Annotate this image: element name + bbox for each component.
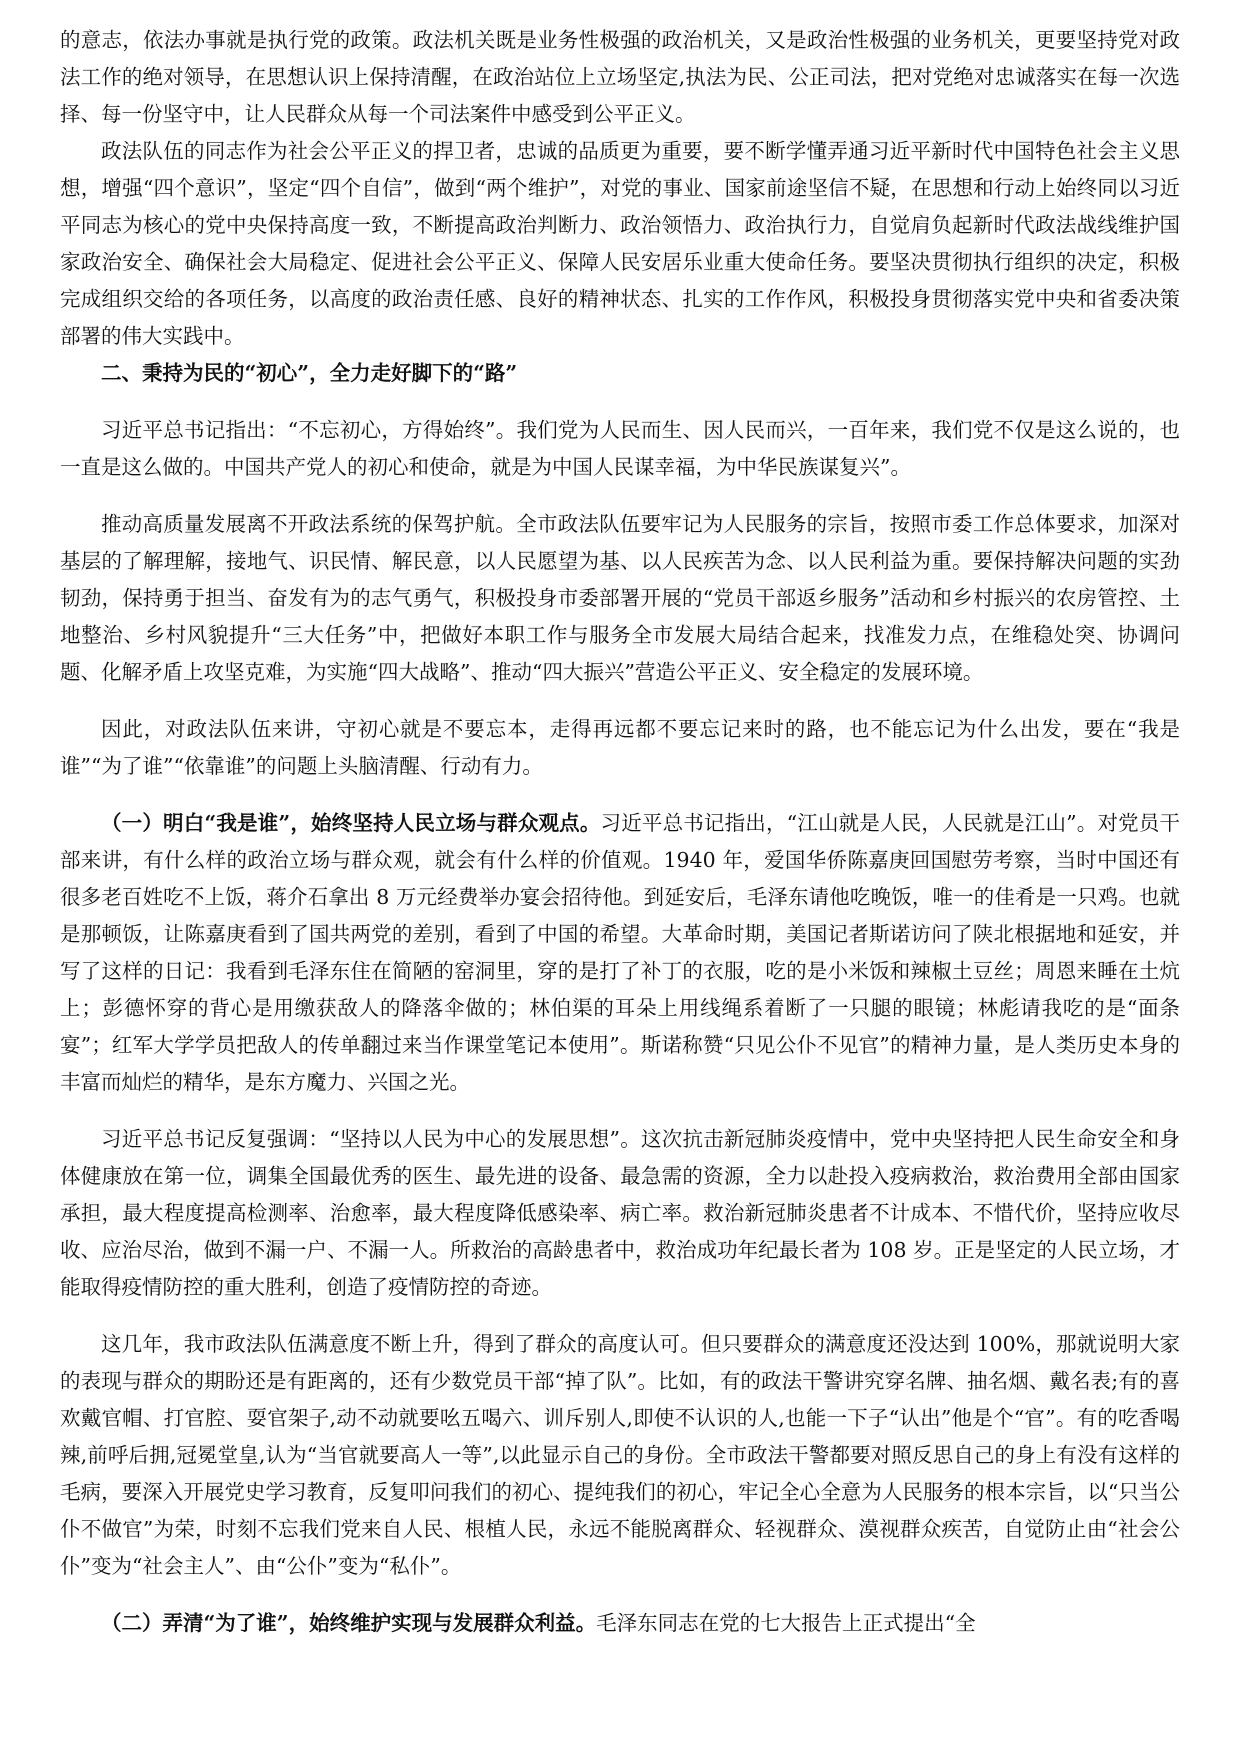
subsection-lead: （一）明白“我是谁”，始终坚持人民立场与群众观点。 bbox=[101, 811, 601, 835]
document-page bbox=[60, 22, 1180, 1642]
paragraph: 政法队伍的同志作为社会公平正义的捍卫者，忠诚的品质更为重要，要不断学懂弄通习近平新时代中国特色社会主义思想，增强“四个意识”，坚定“四个自信”，做到“两个维护”，对党的事业、国家前途坚信不疑，在思想和行动上始终同以习近平同志为核心的党中央保持高度一致，不断提高政治判断力、政治领悟力、政治执行力，自觉肩负起新时代政法战线维护国家政治安全、确保社会大局稳定、促进社会公平正义、保障人民安居乐业重大使命任务。要坚决贯彻执行组织的决定，积极完成组织交给的各项任务，以高度的政治责任感、良好的精神状态、扎实的工作作风，积极投身贯彻落实党中央和省委决策部署的伟大实践中。 bbox=[60, 139, 1180, 348]
paragraph-body: 习近平总书记指出，“江山就是人民，人民就是江山”。对党员干部来讲，有什么样的政治立场与群众观，就会有什么样的价值观。1940 年，爱国华侨陈嘉庚回国慰劳考察，当时中国还有很多老百姓吃不上饭，蒋介石拿出 8 万元经费举办宴会招待他。到延安后，毛泽东请他吃晚饭，唯一的佳肴是一只鸡。也就是那顿饭，让陈嘉庚看到了国共两党的差别，看到了中国的希望。大革命时期，美国记者斯诺访问了陕北根据地和延安，并写了这样的日记：我看到毛泽东住在简陋的窑洞里，穿的是打了补丁的衣服，吃的是小米饭和辣椒土豆丝；周恩来睡在土炕上；彭德怀穿的背心是用缴获敌人的降落伞做的；林伯渠的耳朵上用线绳系着断了一只腿的眼镜；林彪请我吃的是“面条宴”；红军大学学员把敌人的传单翻过来当作课堂笔记本使用”。斯诺称赞“只见公仆不见官”的精神力量，是人类历史本身的丰富而灿烂的精华，是东方魔力、兴国之光。 bbox=[60, 811, 1180, 1094]
paragraph: 因此，对政法队伍来讲，守初心就是不要忘本，走得再远都不要忘记来时的路，也不能忘记为什么出发，要在“我是谁”“为了谁”“依靠谁”的问题上头脑清醒、行动有力。 bbox=[60, 717, 1180, 778]
paragraph: 习近平总书记反复强调：“坚持以人民为中心的发展思想”。这次抗击新冠肺炎疫情中，党中央坚持把人民生命安全和身体健康放在第一位，调集全国最优秀的医生、最先进的设备、最急需的资源，全力以赴投入疫病救治，救治费用全部由国家承担，最大程度提高检测率、治愈率，最大程度降低感染率、病亡率。救治新冠肺炎患者不计成本、不惜代价，坚持应收尽收、应治尽治，做到不漏一户、不漏一人。所救治的高龄患者中，救治成功年纪最长者为 108 岁。正是坚定的人民立场，才能取得疫情防控的重大胜利，创造了疫情防控的奇迹。 bbox=[60, 1127, 1180, 1299]
paragraph bbox=[60, 805, 1180, 1101]
paragraph bbox=[60, 1605, 1180, 1642]
section-heading: 二、秉持为民的“初心”，全力走好脚下的“路” bbox=[101, 361, 518, 385]
paragraph: 推动高质量发展离不开政法系统的保驾护航。全市政法队伍要牢记为人民服务的宗旨，按照市委工作总体要求，加深对基层的了解理解，接地气、识民情、解民意，以人民愿望为基、以人民疾苦为念、以人民利益为重。要保持解决问题的实劲韧劲，保持勇于担当、奋发有为的志气勇气，积极投身市委部署开展的“党员干部返乡服务”活动和乡村振兴的农房管控、土地整治、乡村风貌提升“三大任务”中，把做好本职工作与服务全市发展大局结合起来，找准发力点，在维稳处突、协调问题、化解矛盾上攻坚克难，为实施“四大战略”、推动“四大振兴”营造公平正义、安全稳定的发展环境。 bbox=[60, 512, 1180, 684]
paragraph-body: 毛泽东同志在党的七大报告上正式提出“全 bbox=[596, 1611, 976, 1635]
subsection-lead: （二）弄清“为了谁”，始终维护实现与发展群众利益。 bbox=[101, 1611, 597, 1635]
paragraph: 这几年，我市政法队伍满意度不断上升，得到了群众的高度认可。但只要群众的满意度还没达到 100%，那就说明大家的表现与群众的期盼还是有距离的，还有少数党员干部“掉了队”。比如，有的政法干警讲究穿名牌、抽名烟、戴名表;有的喜欢戴官帽、打官腔、耍官架子,动不动就要吆五喝六、训斥别人,即使不认识的人,也能一下子“认出”他是个“官”。有的吃香喝辣,前呼后拥,冠冕堂皇,认为“当官就要高人一等”,以此显示自己的身份。全市政法干警都要对照反思自己的身上有没有这样的毛病，要深入开展党史学习教育，反复叩问我们的初心、提纯我们的初心，牢记全心全意为人民服务的根本宗旨，以“只当公仆不做官”为荣，时刻不忘我们党来自人民、根植人民，永远不能脱离群众、轻视群众、漠视群众疾苦，自觉防止由“社会公仆”变为“社会主人”、由“公仆”变为“私仆”。 bbox=[60, 1332, 1180, 1578]
paragraph: 的意志，依法办事就是执行党的政策。政法机关既是业务性极强的政治机关，又是政治性极强的业务机关，更要坚持党对政法工作的绝对领导，在思想认识上保持清醒，在政治站位上立场坚定,执法为民、公正司法，把对党绝对忠诚落实在每一次选择、每一份坚守中，让人民群众从每一个司法案件中感受到公平正义。 bbox=[60, 28, 1180, 126]
paragraph: 习近平总书记指出：“不忘初心，方得始终”。我们党为人民而生、因人民而兴，一百年来，我们党不仅是这么说的，也一直是这么做的。中国共产党人的初心和使命，就是为中国人民谋幸福，为中华民族谋复兴”。 bbox=[60, 418, 1180, 479]
